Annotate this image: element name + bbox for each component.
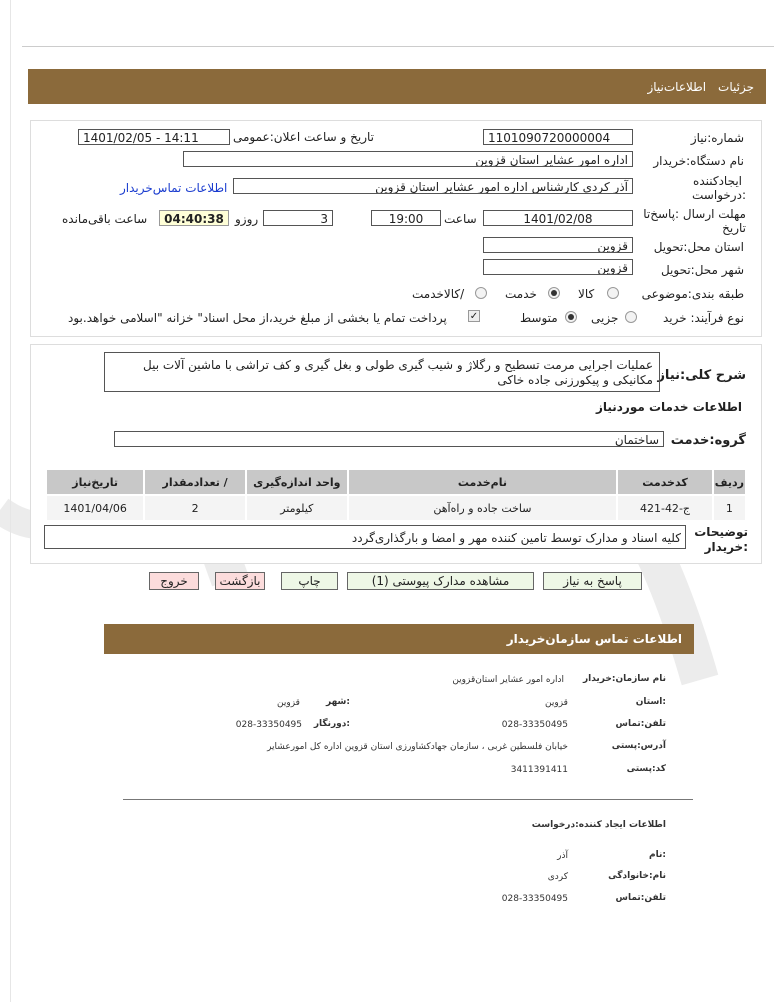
creator-label-1: ایجادکننده bbox=[693, 174, 742, 188]
city-label: شهر محل:تحویل bbox=[660, 263, 744, 277]
creator-phone-label bbox=[616, 893, 666, 903]
creator-family-value: کردی bbox=[547, 872, 568, 882]
tab-details[interactable]: جزئیات bbox=[718, 79, 754, 94]
services-table bbox=[45, 468, 747, 522]
deadline-date-field[interactable]: 1401/02/08 bbox=[483, 210, 633, 226]
contact-address-value: خیابان فلسطین غربی ، سازمان جهادکشاورزی استان قزوین اداره کل امورعشایر bbox=[267, 742, 568, 752]
process-label: نوع فرآیند: خرید bbox=[663, 311, 744, 325]
contact-province-label-text: :استان bbox=[635, 697, 666, 707]
days-field[interactable]: 3 bbox=[263, 210, 333, 226]
contact-fax-label-text: :دورنگار bbox=[313, 719, 350, 729]
contact-address-label-text: آدرس:پستی bbox=[611, 741, 666, 751]
cell-name: ساخت جاده و راه‌آهن bbox=[348, 495, 618, 521]
process-radio-medium[interactable] bbox=[565, 311, 577, 323]
attachments-button[interactable]: مشاهده مدارک پیوستی (1) bbox=[347, 572, 534, 590]
creator-name-label bbox=[649, 850, 666, 860]
col-unit: واحد اندازه‌گیری bbox=[246, 469, 348, 495]
summary-label: شرح کلی:نیاز bbox=[657, 368, 746, 383]
left-border bbox=[10, 0, 11, 1002]
announce-label: تاریخ و ساعت اعلان:عمومی bbox=[232, 130, 374, 144]
need-number-field[interactable]: 1101090720000004 bbox=[483, 129, 633, 145]
creator-label-2: :درخواست bbox=[692, 188, 746, 202]
top-divider bbox=[22, 46, 774, 47]
col-code: کدخدمت bbox=[617, 469, 713, 495]
remaining-time: 04:40:38 bbox=[159, 210, 229, 226]
category-radio-service[interactable] bbox=[548, 287, 560, 299]
contact-province-label bbox=[636, 697, 666, 707]
contact-postal-value: 3411391411 bbox=[510, 765, 568, 775]
buyer-contact-link[interactable]: اطلاعات تماس‌خریدار bbox=[120, 181, 228, 195]
announce-field[interactable]: 1401/02/05 - 14:11 bbox=[78, 129, 230, 145]
buyer-label: نام دستگاه:خریدار bbox=[653, 154, 744, 168]
contact-divider bbox=[123, 799, 693, 800]
contact-title: اطلاعات تماس سازمان‌خریدار bbox=[506, 632, 682, 646]
cell-qty: 2 bbox=[144, 495, 246, 521]
cell-unit: کیلومتر bbox=[246, 495, 348, 521]
print-button[interactable]: چاپ bbox=[281, 572, 338, 590]
payment-checkbox[interactable]: ✓ bbox=[469, 311, 479, 322]
category-option-goods: کالا bbox=[578, 287, 595, 301]
contact-postal-label-text: کد:پستی bbox=[626, 764, 666, 774]
days-label: روزو bbox=[235, 212, 259, 226]
deadline-label-1: مهلت ارسال :پاسخ‌تا bbox=[643, 207, 746, 221]
org-label-text: نام سازمان:خریدار bbox=[582, 674, 666, 684]
creator-title bbox=[532, 820, 666, 830]
creator-phone-label-text: تلفن:تماس bbox=[615, 893, 666, 903]
creator-field[interactable]: آذر کردی کارشناس اداره امور عشایر استان قزوین bbox=[233, 178, 633, 194]
col-qty: / تعدادمقدار bbox=[144, 469, 246, 495]
col-row: ردیف bbox=[713, 469, 746, 495]
contact-address-label bbox=[612, 741, 666, 751]
contact-city-label bbox=[326, 697, 350, 707]
creator-name-label-text: :نام bbox=[649, 850, 666, 860]
category-label: طبقه بندی:موضوعی bbox=[641, 287, 744, 301]
col-name: نام‌خدمت bbox=[348, 469, 618, 495]
process-option-medium: متوسط bbox=[520, 311, 558, 325]
cell-code: ج-42-421 bbox=[617, 495, 713, 521]
notes-field[interactable]: کلیه اسناد و مدارک توسط تامین کننده مهر و امضا و بارگذاری‌گردد bbox=[44, 525, 686, 549]
category-option-service: خدمت bbox=[505, 287, 537, 301]
notes-label-2: :خریدار bbox=[704, 540, 748, 554]
province-label: استان محل:تحویل bbox=[653, 240, 744, 254]
table-header-row bbox=[46, 469, 746, 495]
group-field[interactable]: ساختمان bbox=[114, 431, 664, 447]
table-row bbox=[46, 495, 746, 521]
org-label bbox=[583, 674, 666, 684]
creator-family-label-text: نام:خانوادگی bbox=[608, 871, 666, 881]
deadline-time-field[interactable]: 19:00 bbox=[371, 210, 441, 226]
cell-date: 1401/04/06 bbox=[46, 495, 144, 521]
contact-postal-label bbox=[627, 764, 666, 774]
deadline-label-2: تاریخ bbox=[722, 221, 746, 235]
services-title: اطلاعات خدمات موردنیاز bbox=[595, 400, 742, 414]
back-button[interactable]: بازگشت bbox=[215, 572, 265, 590]
contact-phone-label-text: تلفن:تماس bbox=[615, 719, 666, 729]
contact-city-label-text: :شهر bbox=[326, 697, 350, 707]
creator-family-label bbox=[608, 871, 666, 881]
contact-city-value: قزوین bbox=[277, 698, 300, 708]
group-label: گروه:خدمت bbox=[670, 433, 746, 448]
notes-label-1: توضیحات bbox=[694, 525, 748, 539]
buyer-field[interactable]: اداره امور عشایر استان قزوین bbox=[183, 151, 633, 167]
cell-row: 1 bbox=[713, 495, 746, 521]
creator-name-value: آذر bbox=[557, 851, 568, 861]
city-field[interactable]: قزوین bbox=[483, 259, 633, 275]
creator-phone-value: 028-33350495 bbox=[501, 894, 568, 904]
creator-title-text: اطلاعات ایجاد کننده:درخواست bbox=[531, 820, 666, 830]
contact-fax-label bbox=[314, 719, 350, 729]
category-radio-goods-service[interactable] bbox=[475, 287, 487, 299]
col-date: تاریخ‌نیاز bbox=[46, 469, 144, 495]
exit-button[interactable]: خروج bbox=[149, 572, 199, 590]
contact-phone-value: 028-33350495 bbox=[501, 720, 568, 730]
payment-note: پرداخت تمام یا بخشی از مبلغ خرید،از محل اسناد" خزانه "اسلامی خواهد.بود bbox=[68, 311, 447, 325]
need-number-label: شماره:نیاز bbox=[690, 131, 744, 145]
reply-button[interactable]: پاسخ به نیاز bbox=[543, 572, 642, 590]
category-radio-goods[interactable] bbox=[607, 287, 619, 299]
contact-fax-value: 028-33350495 bbox=[235, 720, 302, 730]
contact-province-value: قزوین bbox=[545, 698, 568, 708]
remaining-label: ساعت باقی‌مانده bbox=[62, 212, 148, 226]
process-option-minor: جزیی bbox=[591, 311, 619, 325]
tab-need-info[interactable]: اطلاعات‌نیاز bbox=[647, 79, 707, 94]
contact-phone-label bbox=[616, 719, 666, 729]
process-radio-minor[interactable] bbox=[625, 311, 637, 323]
category-option-goods-service: /کالاخدمت bbox=[412, 287, 465, 301]
time-label: ساعت bbox=[444, 212, 477, 226]
header-bar bbox=[28, 69, 766, 104]
summary-text: عملیات اجرایی مرمت تسطیح و رگلاژ و شیب گیری طولی و بغل گیری و کف تراشی با ماشین آلات بیل مکانیکی و پیکورزنی جاده خاکی bbox=[142, 358, 653, 387]
org-value: اداره امور عشایر استان‌قزوین bbox=[452, 675, 564, 685]
province-field[interactable]: قزوین bbox=[483, 237, 633, 253]
